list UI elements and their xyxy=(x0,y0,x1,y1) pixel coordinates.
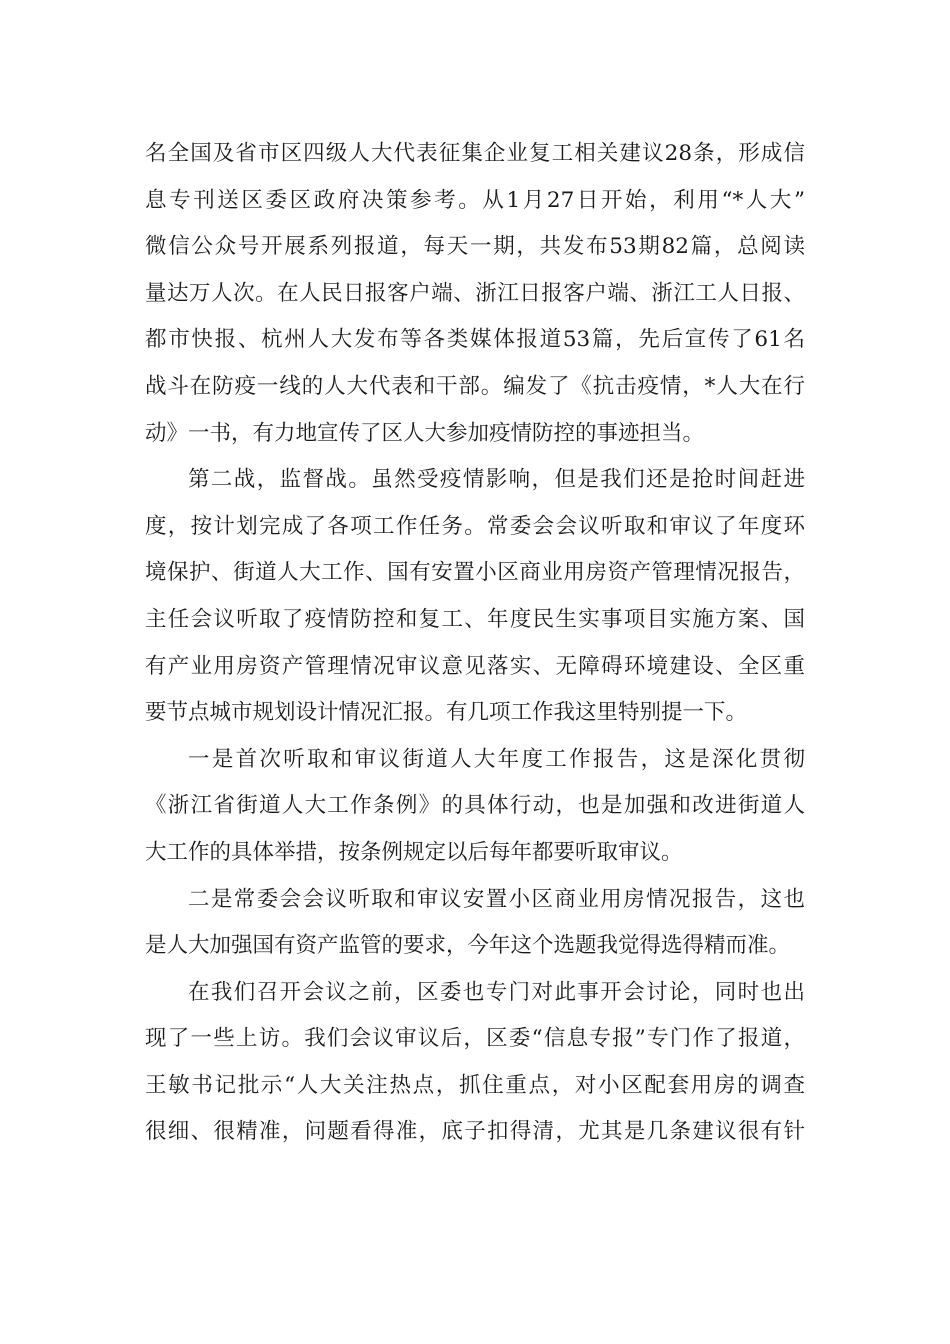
text-line: 量达万人次。在人民日报客户端、浙江日报客户端、浙江工人日报、 xyxy=(145,280,805,306)
text-line: 王敏书记批示“人大关注热点，抓住重点，对小区配套用房的调查 xyxy=(145,1072,805,1098)
text-line: 是人大加强国有资产监管的要求，今年这个选题我觉得选得精而准。 xyxy=(145,933,791,959)
text-line: 现了一些上访。我们会议审议后，区委“信息专报”专门作了报道， xyxy=(145,1026,805,1052)
text-line: 都市快报、杭州人大发布等各类媒体报道53篇，先后宣传了61名 xyxy=(145,327,805,353)
text-line: 动》一书，有力地宣传了区人大参加疫情防控的事迹担当。 xyxy=(145,420,705,446)
text-line: 战斗在防疫一线的人大代表和干部。编发了《抗击疫情，*人大在行 xyxy=(145,373,805,399)
text-line: 在我们召开会议之前，区委也专门对此事开会讨论，同时也出 xyxy=(188,979,805,1005)
text-line: 二是常委会会议听取和审议安置小区商业用房情况报告，这也 xyxy=(188,886,805,912)
text-line: 度，按计划完成了各项工作任务。常委会会议听取和审议了年度环 xyxy=(145,513,805,539)
text-line: 境保护、街道人大工作、国有安置小区商业用房资产管理情况报告， xyxy=(145,560,805,586)
text-line: 有产业用房资产管理情况审议意见落实、无障碍环境建设、全区重 xyxy=(145,653,805,679)
text-line: 微信公众号开展系列报道，每天一期，共发布53期82篇，总阅读 xyxy=(145,234,805,260)
text-line: 一是首次听取和审议街道人大年度工作报告，这是深化贯彻 xyxy=(188,746,805,772)
text-line: 主任会议听取了疫情防控和复工、年度民生实事项目实施方案、国 xyxy=(145,606,805,632)
text-line: 第二战，监督战。虽然受疫情影响，但是我们还是抢时间赶进 xyxy=(188,467,805,493)
text-line: 很细、很精准，问题看得准，底子扣得清，尤其是几条建议很有针 xyxy=(145,1119,805,1145)
text-line: 名全国及省市区四级人大代表征集企业复工相关建议28条，形成信 xyxy=(145,141,805,166)
text-line: 要节点城市规划设计情况汇报。有几项工作我这里特别提一下。 xyxy=(145,700,748,726)
text-line: 息专刊送区委区政府决策参考。从1月27日开始，利用“*人大” xyxy=(145,187,805,213)
text-line: 《浙江省街道人大工作条例》的具体行动，也是加强和改进街道人 xyxy=(145,793,805,819)
document-body xyxy=(145,131,805,1156)
text-line: 大工作的具体举措，按条例规定以后每年都要听取审议。 xyxy=(145,839,683,865)
